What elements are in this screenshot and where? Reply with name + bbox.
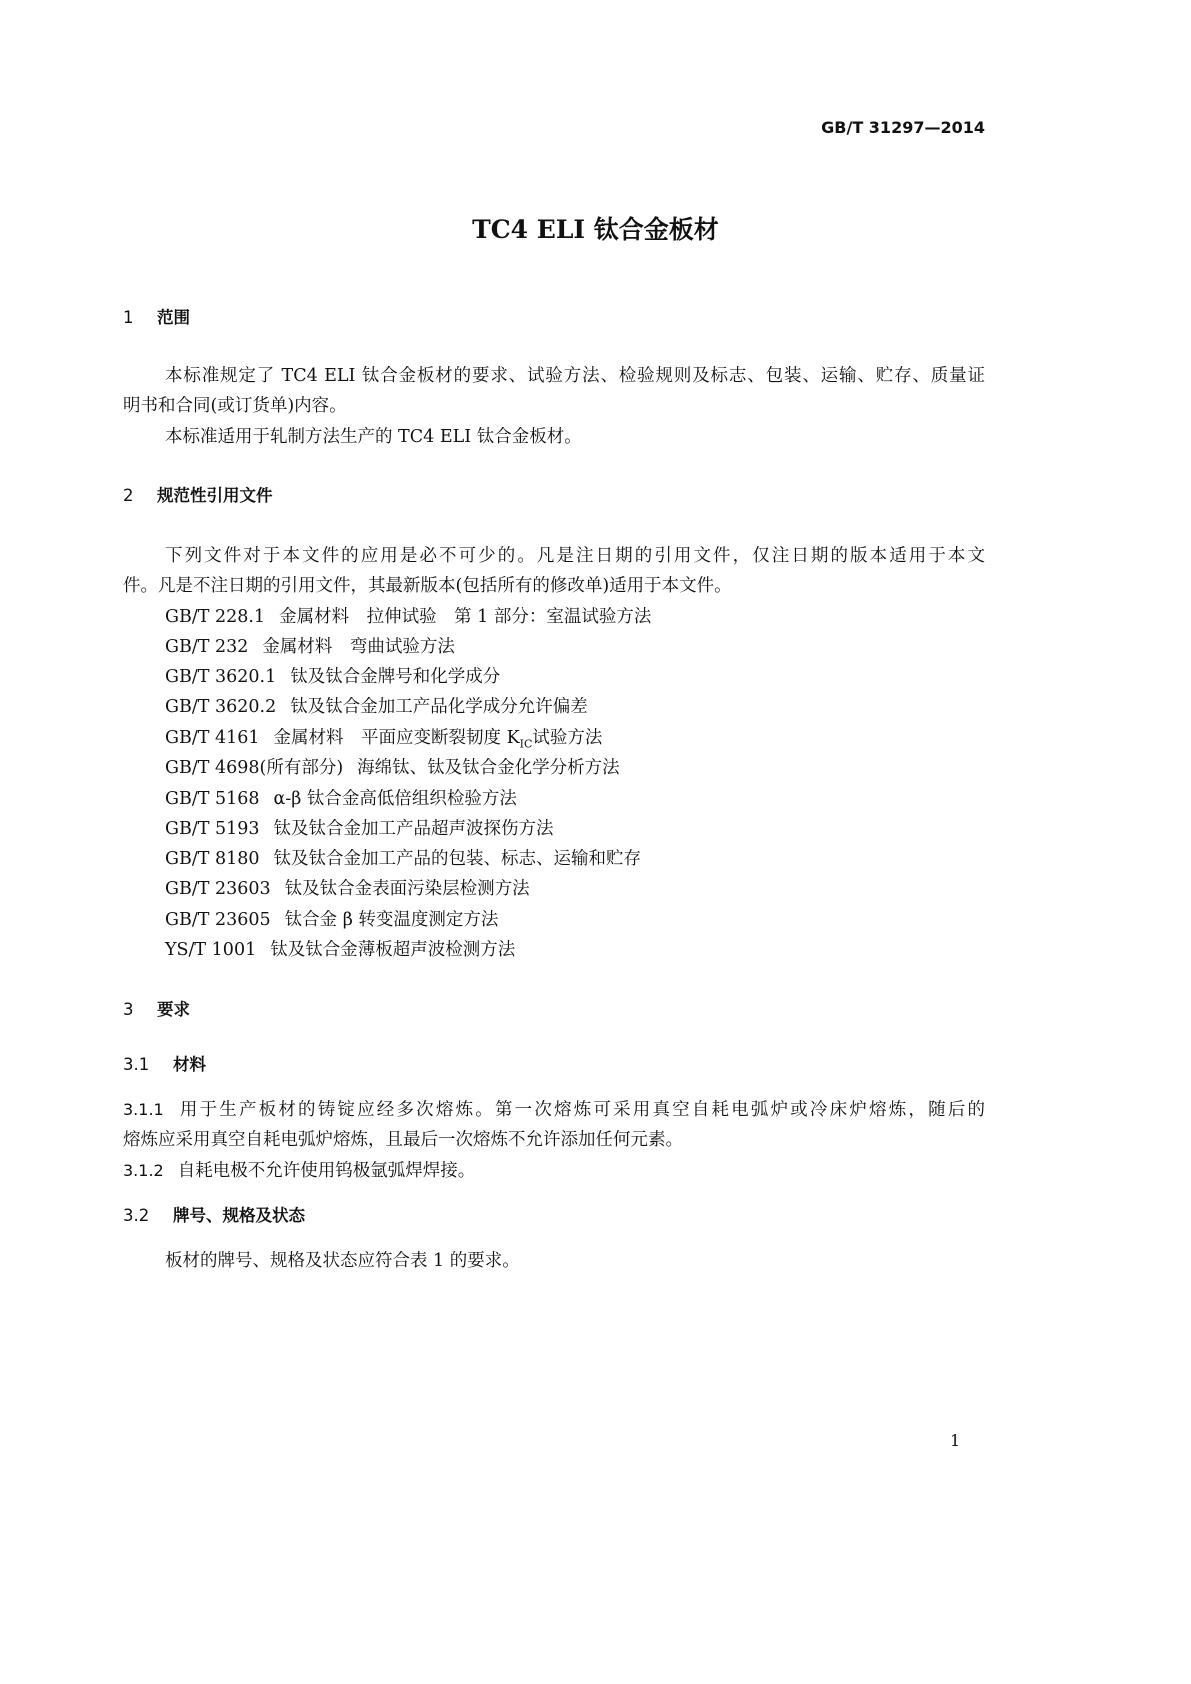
reference-code: GB/T 5193 — [165, 819, 260, 839]
reference-item — [165, 848, 641, 870]
section-title: 材料 — [173, 1055, 206, 1074]
reference-code: GB/T 228.1 — [165, 607, 266, 627]
document-title: TC4 ELI 钛合金板材 — [472, 215, 719, 244]
section-heading-3 — [123, 999, 190, 1021]
page-number: 1 — [950, 1431, 961, 1450]
section-title: 范围 — [157, 308, 190, 327]
reference-item — [165, 757, 620, 779]
paragraph-line: 件。凡是不注日期的引用文件，其最新版本(包括所有的修改单)适用于本文件。 — [123, 576, 732, 596]
reference-item — [165, 727, 602, 756]
section-number: 3.1 — [123, 1055, 150, 1074]
paragraph-line: 明书和合同(或订货单)内容。 — [123, 396, 347, 416]
reference-title: 钛及钛合金薄板超声波检测方法 — [270, 940, 516, 960]
reference-code: GB/T 23603 — [165, 879, 271, 899]
clause-3-1-1-line: 熔炼应采用真空自耗电弧炉熔炼，且最后一次熔炼不允许添加任何元素。 — [123, 1130, 683, 1150]
reference-item — [165, 818, 554, 840]
reference-item — [165, 666, 500, 688]
reference-item — [165, 696, 588, 718]
reference-code: GB/T 4698(所有部分) — [165, 758, 344, 778]
reference-title: 金属材料 拉伸试验 第 1 部分：室温试验方法 — [279, 607, 652, 627]
reference-title: 钛及钛合金加工产品化学成分允许偏差 — [290, 697, 588, 717]
reference-code: GB/T 4161 — [165, 728, 260, 748]
paragraph-line: 下列文件对于本文件的应用是必不可少的。凡是注日期的引用文件，仅注日期的版本适用于本文 — [165, 546, 985, 566]
reference-title: 钛及钛合金表面污染层检测方法 — [284, 879, 530, 899]
reference-code: GB/T 3620.2 — [165, 697, 277, 717]
section-number: 3.2 — [123, 1206, 150, 1225]
section-heading-2 — [123, 485, 273, 507]
reference-code: GB/T 232 — [165, 637, 249, 657]
section-number: 2 — [123, 486, 134, 505]
reference-title-suffix: 试验方法 — [532, 728, 603, 748]
section-number: 1 — [123, 308, 134, 327]
reference-code: GB/T 8180 — [165, 849, 260, 869]
paragraph: 本标准适用于轧制方法生产的 TC4 ELI 钛合金板材。 — [165, 427, 582, 447]
standard-number: GB/T 31297—2014 — [821, 118, 985, 137]
reference-item — [165, 606, 651, 628]
reference-item — [165, 909, 498, 931]
reference-title: 海绵钛、钛及钛合金化学分析方法 — [357, 758, 620, 778]
clause-text: 自耗电极不允许使用钨极氩弧焊焊接。 — [177, 1161, 476, 1181]
section-heading-1 — [123, 307, 190, 329]
section-title: 牌号、规格及状态 — [173, 1206, 305, 1225]
reference-code: GB/T 5168 — [165, 789, 260, 809]
reference-title: 钛及钛合金加工产品的包装、标志、运输和贮存 — [273, 849, 642, 869]
subsection-heading-3-1 — [123, 1054, 206, 1076]
clause-3-1-2 — [123, 1160, 475, 1182]
subsection-heading-3-2 — [123, 1205, 305, 1227]
clause-text: 用于生产板材的铸锭应经多次熔炼。第一次熔炼可采用真空自耗电弧炉或冷床炉熔炼，随后的 — [177, 1100, 985, 1120]
reference-title: 金属材料 平面应变断裂韧度 K — [273, 728, 520, 748]
reference-title: 钛及钛合金牌号和化学成分 — [290, 667, 501, 687]
clause-number: 3.1.2 — [123, 1161, 164, 1180]
reference-code: YS/T 1001 — [165, 940, 257, 960]
reference-item — [165, 939, 515, 961]
reference-title: 金属材料 弯曲试验方法 — [262, 637, 455, 657]
paragraph-line: 本标准规定了 TC4 ELI 钛合金板材的要求、试验方法、检验规则及标志、包装、运输、贮存、质量证 — [165, 366, 985, 386]
section-title: 要求 — [157, 1000, 190, 1019]
clause-3-1-1-line — [123, 1099, 985, 1121]
subscript: IC — [519, 737, 533, 751]
clause-number: 3.1.1 — [123, 1100, 164, 1119]
reference-code: GB/T 23605 — [165, 910, 271, 930]
section-number: 3 — [123, 1000, 134, 1019]
reference-code: GB/T 3620.1 — [165, 667, 277, 687]
section-title: 规范性引用文件 — [157, 486, 273, 505]
reference-item — [165, 788, 517, 810]
reference-title: 钛及钛合金加工产品超声波探伤方法 — [273, 819, 554, 839]
reference-title: 钛合金 β 转变温度测定方法 — [284, 910, 499, 930]
reference-item — [165, 878, 530, 900]
reference-item — [165, 636, 455, 658]
reference-title: α-β 钛合金高低倍组织检验方法 — [273, 789, 517, 809]
paragraph: 板材的牌号、规格及状态应符合表 1 的要求。 — [165, 1251, 520, 1271]
